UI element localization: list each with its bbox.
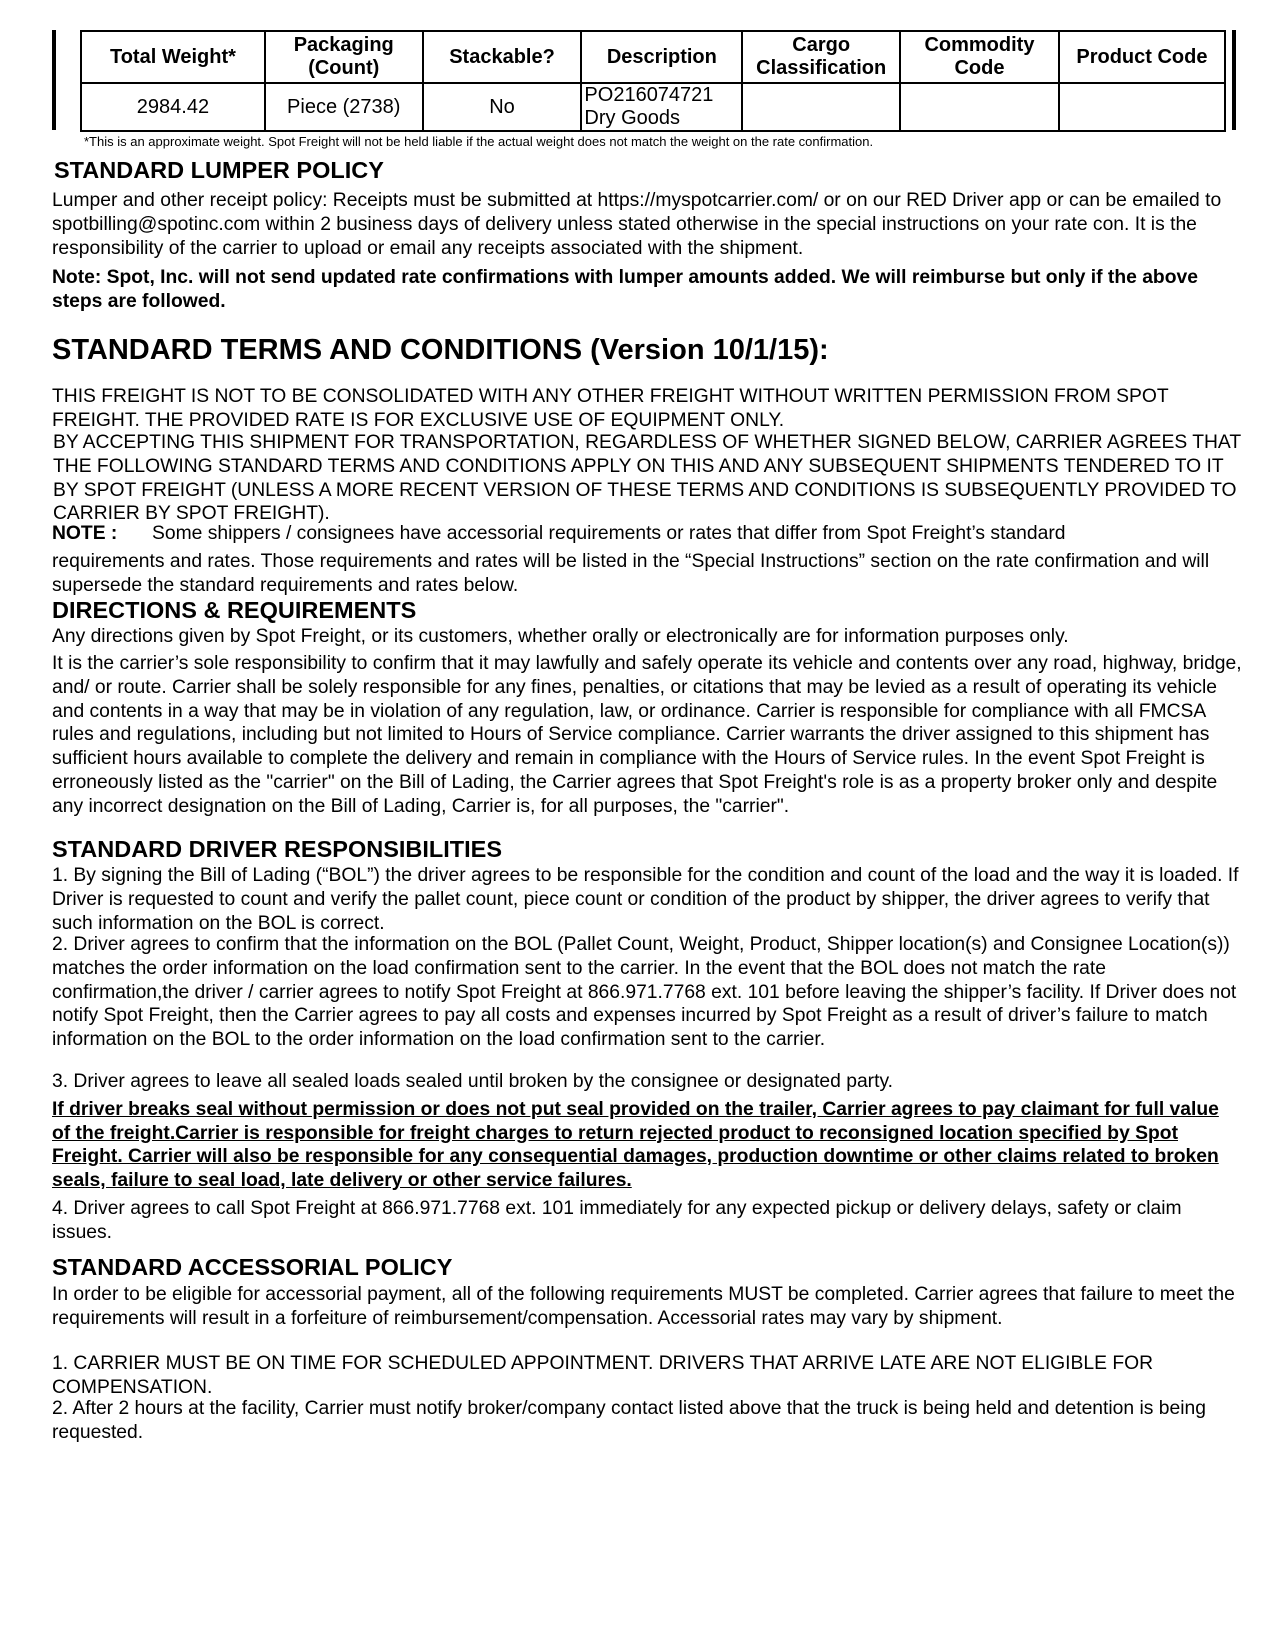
terms-paragraph-1: THIS FREIGHT IS NOT TO BE CONSOLIDATED WITH ANY OTHER FREIGHT WITHOUT WRITTEN PERMISSION FROM SPOT FREIGHT. THE PROVIDED RATE IS FOR EXCLUSIVE USE OF EQUIPMENT ONLY. xyxy=(52,386,1169,431)
accessorial-paragraph-1: In order to be eligible for accessorial payment, all of the following requirements MUST be completed. Carrier agrees that failure to meet the requirements will result in a forfeiture of reimbursement/compensation. Accessorial rates may vary by shipment. xyxy=(52,1284,1235,1329)
cell-cargo-classification xyxy=(742,83,900,131)
cell-description xyxy=(581,83,742,131)
description-po-number: PO216074721 xyxy=(584,84,714,106)
weight-footnote: *This is an approximate weight. Spot Freight will not be held liable if the actual weight does not match the weight on the rate confirmation. xyxy=(84,134,874,149)
cell-stackable: No xyxy=(423,83,582,131)
accessorial-item-1: 1. CARRIER MUST BE ON TIME FOR SCHEDULED APPOINTMENT. DRIVERS THAT ARRIVE LATE ARE NOT ELIGIBLE FOR COMPENSATION. xyxy=(52,1353,1154,1398)
terms-heading: STANDARD TERMS AND CONDITIONS (Version 10/1/15): xyxy=(52,334,829,366)
table-outer-border-right xyxy=(1232,30,1236,130)
directions-heading: DIRECTIONS & REQUIREMENTS xyxy=(52,597,417,623)
lumper-body: Lumper and other receipt policy: Receipts must be submitted at https://myspotcarrier.com/ or on our RED Driver app or can be emailed to spotbilling@spotinc.com within 2 business days of delivery unless stated otherwise in the special instructions on your rate con. It is the responsibility of the carrier to upload or email any receipts associated with the shipment. xyxy=(52,190,1222,259)
accessorial-heading: STANDARD ACCESSORIAL POLICY xyxy=(52,1254,453,1280)
cell-product-code xyxy=(1059,83,1225,131)
table-header-row xyxy=(81,31,1225,83)
header-cargo-classification: Cargo Classification xyxy=(742,31,900,83)
directions-paragraph-2: It is the carrier’s sole responsibility to confirm that it may lawfully and safely operate its vehicle and contents over any road, highway, bridge, and/ or route. Carrier shall be solely responsible for any fines, penalties, or citations that may be levied as a result of operating its vehicle and contents in a way that may be in violation of any regulation, law, or ordinance. Carrier is responsible for compliance with all FMCSA rules and regulations, including but not limited to Hours of Service compliance. Carrier warrants the driver assigned to this shipment has sufficient hours available to complete the delivery and remain in compliance with the Hours of Service rules. In the event Spot Freight is erroneously listed as the "carrier" on the Bill of Lading, the Carrier agrees that Spot Freight's role is as a property broker only and despite any incorrect designation on the Bill of Lading, Carrier is, for all purposes, the "carrier". xyxy=(52,653,1242,817)
driver-item-1: 1. By signing the Bill of Lading (“BOL”) the driver agrees to be responsible for the condition and count of the load and the way it is loaded. If Driver is requested to count and verify the pallet count, piece count or condition of the product by shipper, the driver agrees to verify that such information on the BOL is correct. xyxy=(52,865,1239,934)
cell-packaging: Piece (2738) xyxy=(265,83,423,131)
header-stackable: Stackable? xyxy=(423,31,582,83)
table-outer-border-left xyxy=(52,30,56,130)
terms-note-continued: requirements and rates. Those requirements and rates will be listed in the “Special Instructions” section on the rate confirmation and will supersede the standard requirements and rates below. xyxy=(52,551,1210,596)
cell-commodity-code xyxy=(900,83,1059,131)
directions-paragraph-1: Any directions given by Spot Freight, or its customers, whether orally or electronically are for information purposes only. xyxy=(52,626,1069,647)
terms-note-label: NOTE : xyxy=(52,523,118,544)
terms-paragraph-2: BY ACCEPTING THIS SHIPMENT FOR TRANSPORTATION, REGARDLESS OF WHETHER SIGNED BELOW, CARRIER AGREES THAT THE FOLLOWING STANDARD TERMS AND CONDITIONS APPLY ON THIS AND ANY SUBSEQUENT SHIPMENTS TENDERED TO IT BY SPOT FREIGHT (UNLESS A MORE RECENT VERSION OF THESE TERMS AND CONDITIONS IS SUBSEQUENTLY PROVIDED TO CARRIER BY SPOT FREIGHT). xyxy=(53,432,1241,525)
header-packaging: Packaging (Count) xyxy=(265,31,423,83)
terms-note-line xyxy=(52,522,1242,546)
header-commodity-code: Commodity Code xyxy=(900,31,1059,83)
header-product-code: Product Code xyxy=(1059,31,1225,83)
cell-total-weight: 2984.42 xyxy=(81,83,265,131)
table-row xyxy=(81,83,1225,131)
lumper-note: Note: Spot, Inc. will not send updated rate confirmations with lumper amounts added. We will reimburse but only if the above steps are followed. xyxy=(52,267,1198,312)
cargo-table xyxy=(80,30,1226,132)
driver-item-3: 3. Driver agrees to leave all sealed loads sealed until broken by the consignee or designated party. xyxy=(52,1071,894,1092)
description-goods: Dry Goods xyxy=(584,107,681,129)
driver-item-4: 4. Driver agrees to call Spot Freight at 866.971.7768 ext. 101 immediately for any expected pickup or delivery delays, safety or claim issues. xyxy=(52,1198,1182,1243)
driver-heading: STANDARD DRIVER RESPONSIBILITIES xyxy=(52,836,503,862)
seal-warning: If driver breaks seal without permission or does not put seal provided on the trailer, Carrier agrees to pay claimant for full value of the freight.Carrier is responsible for freight charges to return rejected product to reconsigned location specified by Spot Freight. Carrier will also be responsible for any consequential damages, production downtime or other claims related to broken seals, failure to seal load, late delivery or other service failures. xyxy=(52,1099,1219,1191)
driver-item-2: 2. Driver agrees to confirm that the information on the BOL (Pallet Count, Weight, Product, Shipper location(s) and Consignee Location(s)) matches the order information on the load confirmation sent to the carrier. In the event that the BOL does not match the rate confirmation,the driver / carrier agrees to notify Spot Freight at 866.971.7768 ext. 101 before leaving the shipper’s facility. If Driver does not notify Spot Freight, then the Carrier agrees to pay all costs and expenses incurred by Spot Freight as a result of driver’s failure to match information on the BOL to the order information on the load confirmation sent to the carrier. xyxy=(52,934,1237,1051)
terms-note-text: Some shippers / consignees have accessorial requirements or rates that differ from Spot Freight’s standard xyxy=(152,523,1066,544)
accessorial-item-2: 2. After 2 hours at the facility, Carrier must notify broker/company contact listed above that the truck is being held and detention is being requested. xyxy=(52,1398,1206,1443)
header-description: Description xyxy=(581,31,742,83)
lumper-heading: STANDARD LUMPER POLICY xyxy=(54,157,384,183)
header-total-weight: Total Weight* xyxy=(81,31,265,83)
